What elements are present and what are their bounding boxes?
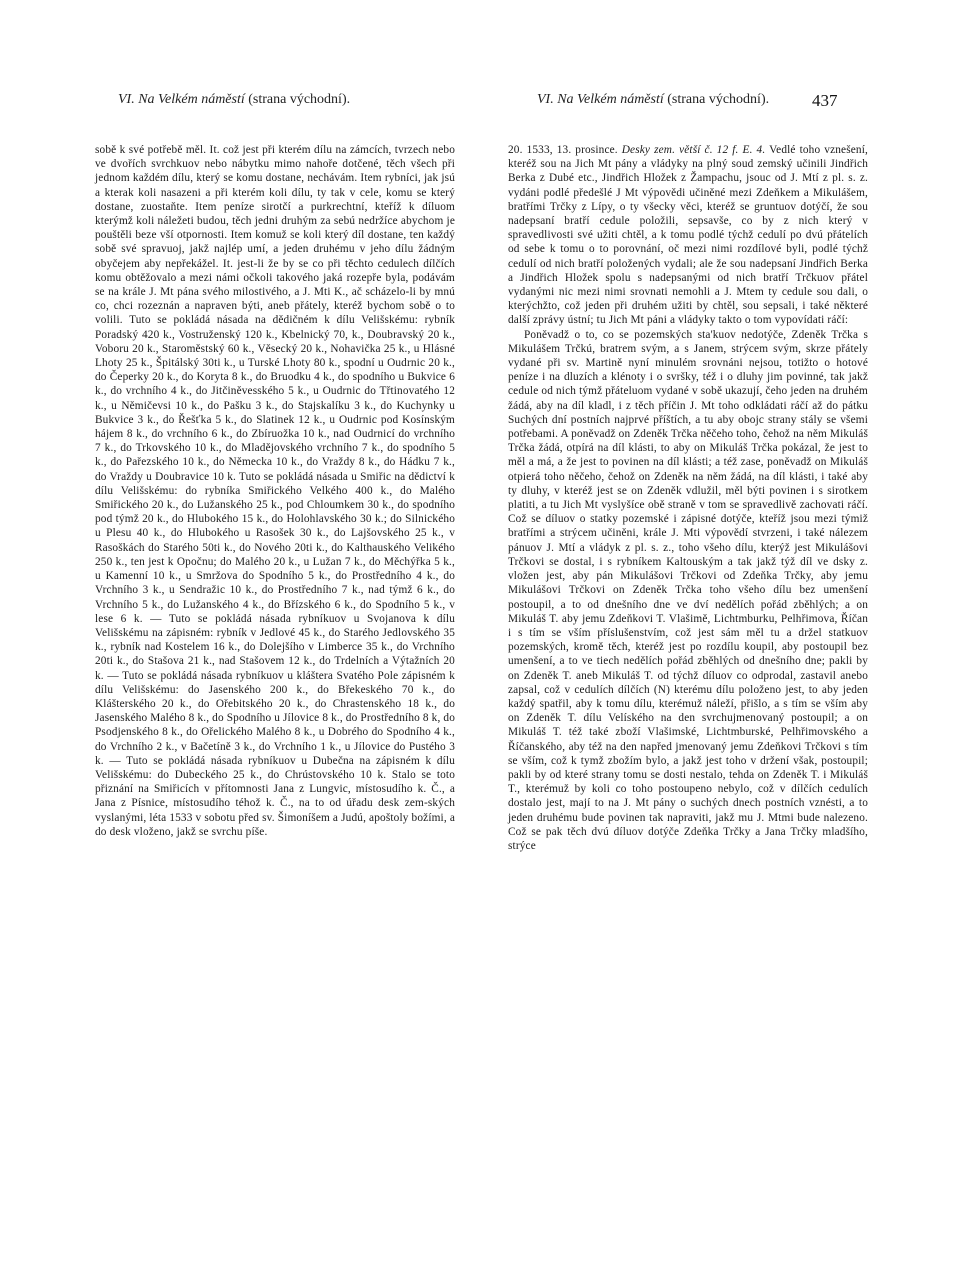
right-column — [508, 143, 868, 853]
running-head-left-plain: (strana východní). — [248, 92, 351, 107]
running-head-right-plain: (strana východní). — [667, 92, 770, 107]
entry-heading: 20. 1533, 13. prosince. — [508, 144, 618, 156]
running-head-right — [537, 92, 769, 108]
running-head-right-italic: VI. Na Velkém náměstí — [537, 92, 664, 107]
entry-text: Vedlé toho vznešení, kteréž sou na Jich Mt pány a vládyky na plný soud zemský učinili Jindřich Berka z Dubé etc., Jindřich Hložek z Žampachu, jsouc od J. Mtí z pl. s. z. vydáni podlé předešlé J Mt výpovědi učiněné mezi Zdeňkem a Mikulášem, bratřími Trčky z Lípy, o ty všecky věci, kteréž se gruntuov dotýčí, že sou nadepsaní bratří cedule položili, sepsavše, co by z nich který v spravedlivosti své užiti chtěl, a k tomu podlé týchž cedulí po dvú přátelích od sebe k tomu o to porovnání, oč mezi nimi rozdílové byli, podlé týchž cedulí od nich bratří položených vydali; ale že sou nadepsaní Jindřich Berka a Jindřich Hložek spolu s nadepsanými od nich bratří Trčkuov přátel vydanými nic mezi nimi srovnati nemohli a J. Mtem ty cedule sou dali, o kterýchžto, což jeden při druhém užiti by chtěl, sou sepsali, i také některé další zprávy ústní; tu Jich Mt páni a vládyky takto o tom vypovídati ráčí: — [508, 144, 868, 327]
running-head-left — [118, 92, 350, 108]
left-paragraph-1: sobě k své potřebě měl. It. což jest při kterém dílu na zámcích, tvrzech nebo ve dvořích svrchkuov nebo nábytku mimo nahoře dotčené, těch všech při jednom každém dílu, který se komu dostane, nechávám. Item rybníci, jak jsú a kterak koli nasazeni a při kterém koli dílu, ty tak v cele, komu se který dostane, zuostaňte. Item peníze sirotčí a purkrechtní, kteříž k díluom kterýmž koli náležeti budou, těch jedni druhým za sebú nedržíce abychom je pouštěli beze vší otpornosti. Item komuž se koli který díl dostane, ten každý sobě své spravuoj, jakž najlép umí, a jeden druhému v jeho dílu žádným obyčejem aby nepřekážel. It. jest-li že by se co při těchto cedulech dílčích komu obtěžovalo a mezi námi očkoli takového jaká rozepře byla, podávám se na krále J. Mt pána svého milostivého, a J. Mti K., ač scházelo-li by mnú co, chci rozeznán a napraven býti, aneb přátely, kteréž bychom sobě o to volili. Tuto se pokládá násada na dědičném k dílu Velišskému: rybník Poradský 420 k., Vostruženský 120 k., Kbelnický 70, k., Doubravský 20 k., Voboru 20 k., Staroměstský 60 k., Věsecký 20 k., Nohavička 25 k., u Hlásné Lhoty 25 k., Špitálský 30ti k., u Turské Lhoty 80 k., spodní u Oudrnic 20 k., do Čeperky 20 k., do Koryta 8 k., do Bruodku 4 k., do spodního u Bukvice 6 k., do vrchního 4 k., do Jitčiněvesského 5 k., u Oudrnic do Třtinovatého 12 k., u Němičevsi 10 k., do Pašku 3 k., do Stajskalíku 3 k., do Kuchynky u Bukvice 3 k., do Řešťka 5 k., do Slatinek 12 k., u Oudrnic pod Kosínským hájem 8 k., do vrchního 6 k., do Zbíruožka 10 k., nad Oudrnicí do vrchního 7 k., do Trkovského 10 k., do Mladějovského vrchního 7 k., do spodního 5 k., do Pařezského 10 k., do Německa 10 k., do Vraždy 8 k., do Hádku 7 k., do Vraždy u Doubravice 10 k. Tuto se pokládá násada u Smiřic na dědictví k dílu Velišskému: do rybníka Smiřického Velkého 400 k., do Malého Smiřického 20 k., do Lužanského 25 k., pod Chloumkem 30 k., do spodního pod týmž 20 k., do Hlubokého 15 k., do Holohlavského 30 k.; do Silnického u Plesu 40 k., do Hlubokého u Rasošek 30 k., do Lajšovského 25 k., v Rasoškách do Starého 50ti k., do Nového 20ti k., do Kalthauského Velikého 250 k., ten jest k Opočnu; do Malého 20 k., u Lužan 7 k., do Měchýřka 5 k., u Kamenní 10 k., u Smržova do Spodního 5 k., do Prostředního 4 k., do Vrchního 3 k., u Sendražic 10 k., do Prostředního 7 k., nad týmž 6 k., do Vrchního 5 k., do Lužanského 4 k., do Břízského 6 k., do Spodního 5 k., v lese 6 k. — Tuto se pokládá násada rybníkuov u Svojanova k dílu Velišskému na zápisném: rybník v Jedlové 45 k., do Starého Jedlovského 35 k., rybník nad Kostelem 16 k., do Dolejšího v Limberce 35 k., do Vrchního 20ti k., do Stašova 21 k., nad Stašovem 12 k., do Trdelních a Výtažních 20 k. — Tuto se pokládá násada rybníkuov u kláštera Svatého Pole zápisném k dílu Velišskému: do Jasenského 200 k., do Břekeského 70 k., do Klášterského 20 k., do Ořebitského 20 k., do Chrastenského 18 k., do Jasenského Malého 8 k., do Spodního u Jílovice 8 k., do Prostředního 8 k, do Psodjenského 8 k., do Ořelického Malého 8 k., u Dobrého do Spodního 4 k., do Vrchního 2 k., v Bačetíně 3 k., do Vrchního 1 k., u Jílovice do Pustého 3 k. — Tuto se pokládá násada rybníkuov u Dubečna na zápisném k dílu Velišskému: do Dubeckého 25 k., do Chrústovského 10 k. Stalo se toto přiznání na Smiřicích v přítomnosti Jana z Lungvic, místosudího k. Č., a Jana z Písnice, místosudího téhož k. Č., na to od úřadu desk zem-ských vyslanými, léta 1533 v sobotu před sv. Šimoníšem a Judú, apoštoly božími, a do desk vloženo, jakž se svrchu píše. — [95, 144, 456, 838]
right-paragraph-2: Poněvadž o to, co se pozemských sta'kuov nedotýče, Zdeněk Trčka s Mikulášem Trčkú, bratrem svým, a s Janem, strýcem svým, skrze přátely vydané při sv. Martině nyní minulém srovnáni nejsou, totižto o hotové peníze i na dluzích a klénoty i o svršky, též i o dluhy jim povinné, tak jakž cedule od nich týmž přáteluom vydané v sobě ukazují, čeho jeden na druhém žádá, aby na díl kladl, i z těch příčin J. Mt toho odkládati ráčí až do pátku Suchých dní postních najprvé příštích, a tu aby obojc strany stály se všemi potřebami. A poněvadž on Zdeněk Trčka něčeho toho, čehož na něm Mikuláš Trčka žádá, otpírá na díl klásti, to aby on Mikuláš Trčka pokázal, že jest to měl a má, a že jest to povinen na díl klásti; a též zase, poněvadž on Mikuláš otpierá toho něčeho, čehož on Zdeněk na něm žádá, na díl klásti, i také aby ty dluhy, v kteréž jest se on Zdeněk vdlužil, měl býti povinen i s sirotkem platiti, a tu Jich Mt vyslyšíce obě straně v tom se spravedlivě zachovati ráčí. Což se díluov o statky pozemské i zápisné dotýče, kteříž jsou mezi týmiž bratřími a strýcem učiněni, krále J. Mti výpovědí stvrzeni, i také nálezem pánuov J. Mtí a vládyk z pl. s. z., toho všeho dílu, kterýž jest Mikulášovi Trčkovi se dostal, i s rybníkem Kaltouským a tak jakž týž díl ve dsky z. vložen jest, aby pán Mikulášovi Trčkovi od Zdeňka Trčky, aby jemu Mikulášovi Trčkovi on Zdeněk Trčka toho všeho dílu bez umenšení postoupil, a to od dnešního dne ve dví nedělích pořád zběhlých; a on Mikuláš T. aby jemu Zdeňkovi T. Vlašimě, Lichtmburku, Pelhřimova, Říčan i s tím se vším příslušenstvím, což jest sám měl tu a držel statkuov pozemských, kromě těch, kteréž jest po rozdílu koupil, aby postoupil bez umenšení, a to ve tiech nedělích pořád zběhlých od dnešního dne; pakli by on Zdeněk T. aneb Mikuláš T. od týchž díluov co odprodal, zastavil anebo zapsal, což v cedulích dílčích (N) kterému dílu položeno jest, to aby jeden každý spatřil, aby k tomu dílu, kterémuž náleží, přišlo, a s tím se vším aby on Zdeněk T. dílu Velíského na den svrchujmenovaný postoupil; a on Mikuláš T. též také zboží Vlašimské, Lichtmburské, Pelhřimovského a Říčanského, aby též na den napřed jmenovaný jemu Zdeňkovi Trčkovi s tím se vším, což k tymž zbožím bylo, a jakž jest toho v držení však, postoupil; pakli by od které strany tomu se dosti nestalo, tehda on Zdeněk T. i Mikuláš T., kterémuž by koli co toho postoupeno nebylo, což v dílčích cedulích dostalo jest, mají to na J. Mt pány o suchých dnech postních vznésti, a to jeden druhému bude povinen tak napraviti, jakž mu J. Mtmi bude nalezeno. Což se pak těch dvú díluov dotýče Zdeňka Trčky a Jana Trčky mladšího, strýce — [508, 328, 868, 852]
right-paragraph-1 — [508, 143, 868, 328]
page-number: 437 — [812, 91, 838, 110]
running-head-left-italic: VI. Na Velkém náměstí — [118, 92, 245, 107]
left-column — [95, 143, 455, 839]
entry-source: Desky zem. větší č. 12 f. E. 4. — [621, 144, 766, 156]
